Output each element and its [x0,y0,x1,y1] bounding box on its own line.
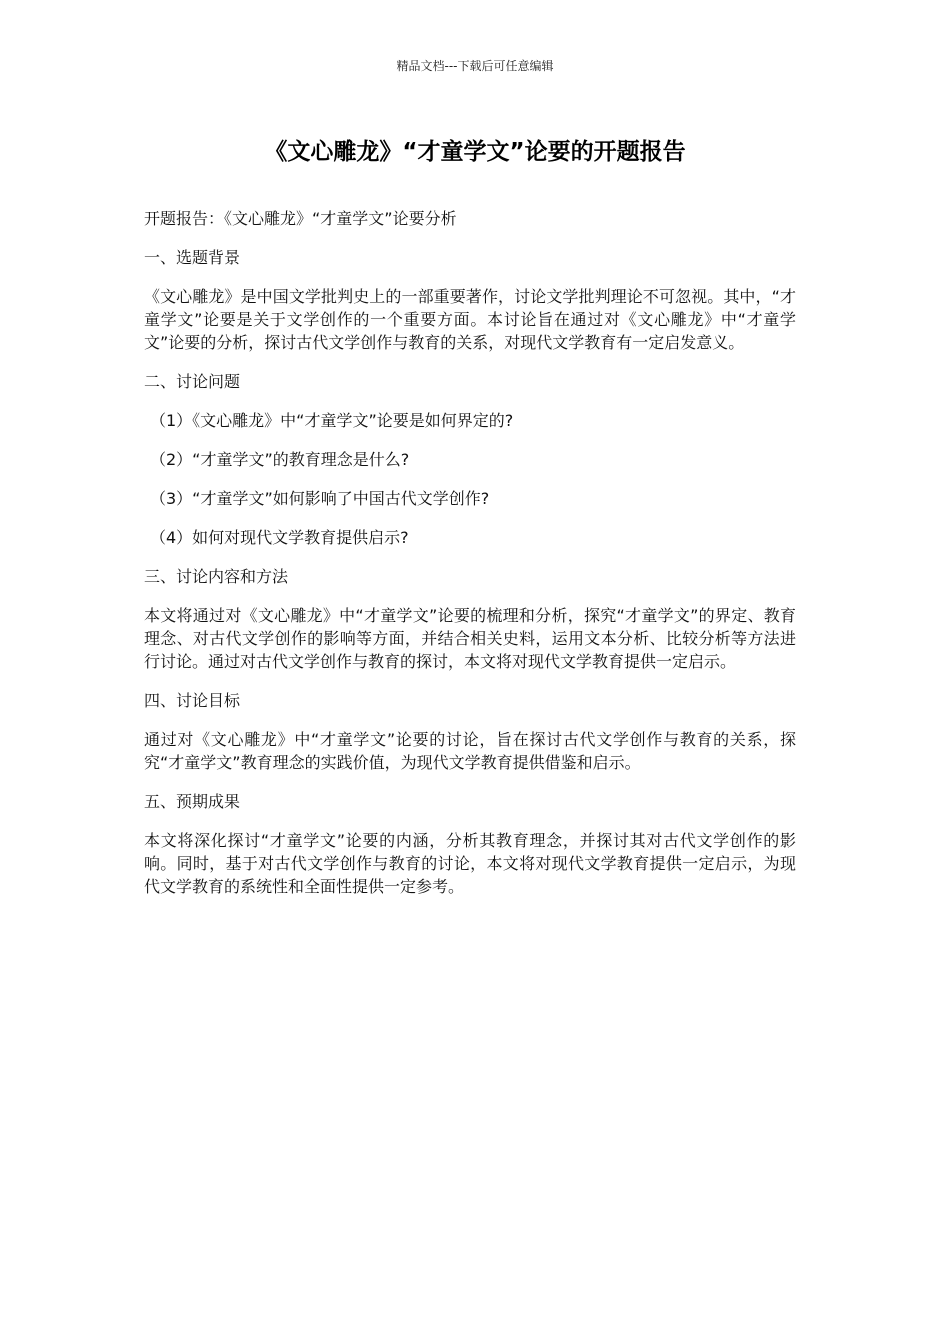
question-item-3: （3）“才童学文”如何影响了中国古代文学创作? [150,489,490,508]
question-item-1: （1）《文心雕龙》中“才童学文”论要是如何界定的? [150,411,514,430]
section-heading-goals: 四、讨论目标 [144,691,241,710]
paragraph-outcomes: 本文将深化探讨“才童学文”论要的内涵，分析其教育理念，并探讨其对古代文学创作的影响。同时，基于对古代文学创作与教育的讨论，本文将对现代文学教育提供一定启示，为现代文学教育的系统性和全面性提供一定参考。 [144,831,796,896]
paragraph-methods: 本文将通过对《文心雕龙》中“才童学文”论要的梳理和分析，探究“才童学文”的界定、教育理念、对古代文学创作的影响等方面，并结合相关史料，运用文本分析、比较分析等方法进行讨论。通过对古代文学创作与教育的探讨，本文将对现代文学教育提供一定启示。 [144,606,796,671]
section-heading-background: 一、选题背景 [144,248,241,267]
paragraph-goals: 通过对《文心雕龙》中“才童学文”论要的讨论，旨在探讨古代文学创作与教育的关系，探究“才童学文”教育理念的实践价值，为现代文学教育提供借鉴和启示。 [144,730,796,772]
paragraph-background: 《文心雕龙》是中国文学批判史上的一部重要著作，讨论文学批判理论不可忽视。其中，“才童学文”论要是关于文学创作的一个重要方面。本讨论旨在通过对《文心雕龙》中“才童学文”论要的分析，探讨古代文学创作与教育的关系，对现代文学教育有一定启发意义。 [144,287,796,352]
section-heading-outcomes: 五、预期成果 [144,792,241,811]
section-heading-questions: 二、讨论问题 [144,372,241,391]
question-item-2: （2）“才童学文”的教育理念是什么? [150,450,410,469]
section-heading-methods: 三、讨论内容和方法 [144,567,289,586]
document-body [144,207,796,914]
question-item-4: （4）如何对现代文学教育提供启示? [150,528,409,547]
page-header: 精品文档---下载后可任意编辑 [396,59,554,73]
intro-line: 开题报告：《文心雕龙》“才童学文”论要分析 [144,209,457,228]
document-title: 《文心雕龙》“才童学文”论要的开题报告 [264,139,686,165]
